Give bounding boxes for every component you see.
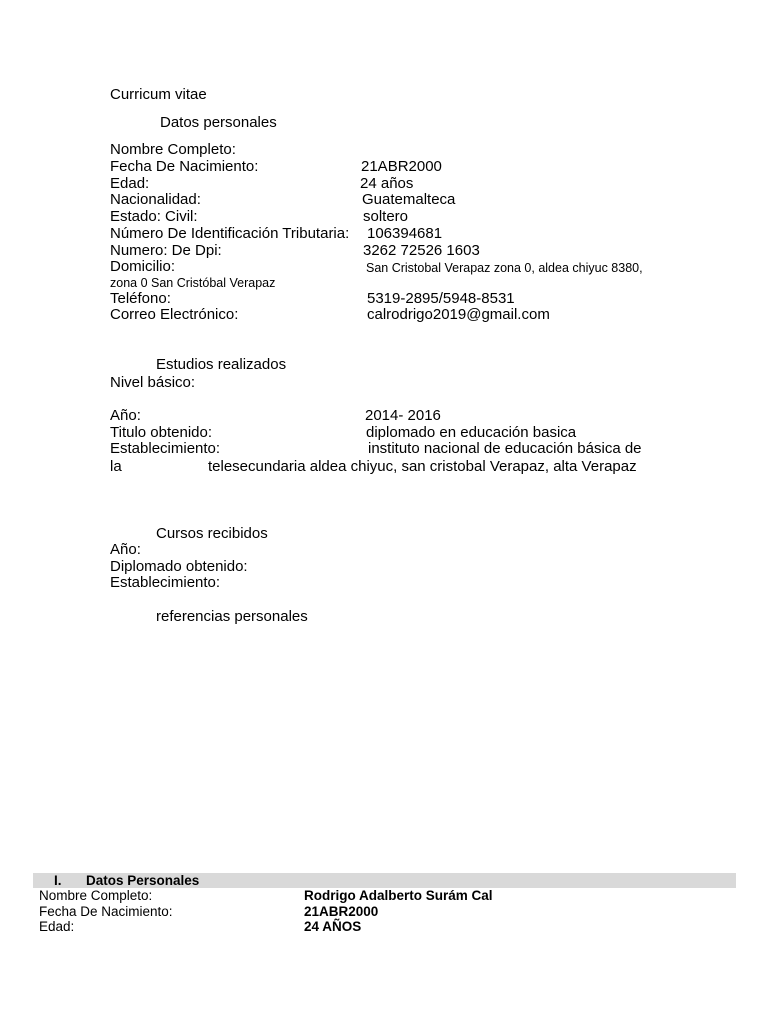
- field-label-address: Domicilio:: [110, 258, 176, 275]
- field-label-birth-date: Fecha De Nacimiento:: [110, 158, 259, 175]
- references-heading: referencias personales: [156, 608, 308, 625]
- studies-label-year: Año:: [110, 407, 141, 424]
- p2-label-age: Edad:: [39, 919, 75, 934]
- field-value-address-continued: zona 0 San Cristóbal Verapaz: [110, 276, 276, 290]
- field-label-civil-status: Estado: Civil:: [110, 208, 198, 225]
- studies-level: Nivel básico:: [110, 374, 196, 391]
- field-label-tax-id: Número De Identificación Tributaria:: [110, 225, 350, 242]
- studies-value-year: 2014- 2016: [365, 407, 441, 424]
- field-value-address: San Cristobal Verapaz zona 0, aldea chiyuc 8380,: [366, 261, 643, 275]
- p2-label-full-name: Nombre Completo:: [39, 888, 153, 903]
- field-label-phone: Teléfono:: [110, 290, 171, 307]
- cv-title: Curricum vitae: [110, 86, 207, 103]
- studies-heading: Estudios realizados: [156, 356, 287, 373]
- section-number: I.: [54, 873, 62, 888]
- personal-data-heading: Datos personales: [160, 114, 277, 131]
- field-value-email: calrodrigo2019@gmail.com: [367, 306, 550, 323]
- studies-label-institution: Establecimiento:: [110, 440, 221, 457]
- courses-label-year: Año:: [110, 541, 141, 558]
- studies-value-title: diplomado en educación basica: [366, 424, 577, 441]
- field-label-nationality: Nacionalidad:: [110, 191, 201, 208]
- courses-label-institution: Establecimiento:: [110, 574, 221, 591]
- courses-label-diploma: Diplomado obtenido:: [110, 558, 248, 575]
- field-value-tax-id: 106394681: [367, 225, 443, 242]
- studies-value-institution-continued: telesecundaria aldea chiyuc, san cristobal Verapaz, alta Verapaz: [208, 458, 637, 475]
- p2-value-birth-date: 21ABR2000: [304, 904, 379, 919]
- field-label-dpi: Numero: De Dpi:: [110, 242, 222, 259]
- section-title: Datos Personales: [86, 873, 200, 888]
- field-label-full-name: Nombre Completo:: [110, 141, 236, 158]
- field-value-phone: 5319-2895/5948-8531: [367, 290, 515, 307]
- field-value-dpi: 3262 72526 1603: [363, 242, 480, 259]
- p2-label-birth-date: Fecha De Nacimiento:: [39, 904, 173, 919]
- studies-label-title: Titulo obtenido:: [110, 424, 213, 441]
- field-value-civil-status: soltero: [363, 208, 409, 225]
- field-value-age: 24 años: [360, 175, 414, 192]
- field-value-birth-date: 21ABR2000: [361, 158, 442, 175]
- p2-value-full-name: Rodrigo Adalberto Surám Cal: [304, 888, 493, 903]
- field-label-email: Correo Electrónico:: [110, 306, 239, 323]
- studies-label-continued: la: [110, 458, 122, 475]
- courses-heading: Cursos recibidos: [156, 525, 268, 542]
- field-label-age: Edad:: [110, 175, 150, 192]
- field-value-nationality: Guatemalteca: [362, 191, 456, 208]
- studies-value-institution: instituto nacional de educación básica de: [368, 440, 642, 457]
- p2-value-age: 24 AÑOS: [304, 919, 362, 934]
